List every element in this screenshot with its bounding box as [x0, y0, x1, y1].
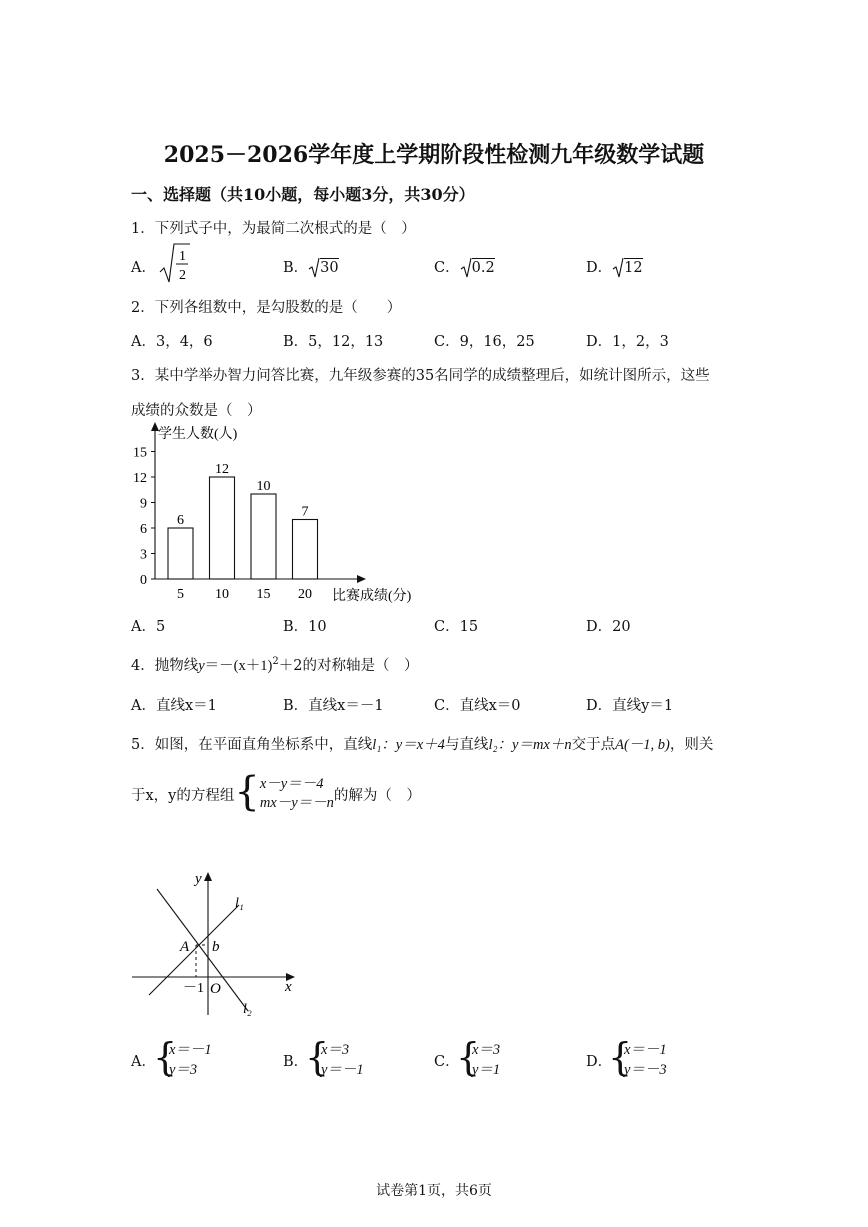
q5-equation-1: x－y＝－4	[259, 776, 324, 792]
radical-sign-icon	[308, 257, 320, 279]
fig-x-label: x	[285, 979, 292, 995]
q5-option-a-system	[169, 1040, 212, 1080]
question-2-stem: 2．下列各组数中，是勾股数的是（ ）	[131, 300, 402, 316]
section-heading: 一、选择题（共10小题，每小题3分，共30分）	[131, 185, 475, 204]
bar-value-label: 12	[215, 462, 229, 477]
q1-a-denominator: 2	[179, 268, 186, 283]
q4-expr-mid: ＝－(x＋1)	[204, 658, 273, 674]
q5-text-4: ，则关	[669, 737, 714, 753]
y-tick-label: 15	[133, 445, 147, 461]
y-tick-label: 3	[140, 547, 147, 563]
q2-option-b: B．5，12，13	[283, 334, 384, 350]
question-1-stem: 1．下列式子中，为最简二次根式的是（ ）	[131, 221, 416, 237]
q5-text-1: 5．如图，在平面直角坐标系中，直线	[131, 737, 373, 753]
q1-option-a	[131, 248, 186, 283]
q4-expr-exponent: 2	[272, 656, 279, 668]
q5-option-c-eq2: y＝1	[472, 1062, 501, 1078]
q4-option-a: A．直线x＝1	[131, 698, 217, 714]
q5-coordinate-figure	[125, 865, 305, 1023]
y-tick-label: 12	[133, 471, 147, 486]
bar-10	[210, 477, 235, 579]
q5-equation-system	[260, 775, 334, 813]
page-title: 2025－2026学年度上学期阶段性检测九年级数学试题	[163, 142, 705, 168]
bar-value-label: 7	[301, 504, 309, 520]
fig-b-label: b	[212, 939, 220, 955]
q5-option-c	[434, 1035, 501, 1079]
left-brace-icon: {	[234, 769, 260, 815]
q1-b-radicand: 30	[320, 260, 339, 276]
q5-text-3: 交于点	[571, 737, 616, 753]
q5-option-d-eq2: y＝－3	[624, 1062, 667, 1078]
x-axis-label: 比赛成绩(分)	[332, 589, 412, 604]
q5-option-b	[283, 1035, 364, 1079]
q1-option-c-label: C．	[434, 260, 460, 276]
left-brace-icon: {	[305, 1035, 330, 1079]
question-5-stem-line-1	[131, 733, 713, 754]
y-tick-label: 9	[140, 496, 147, 512]
x-tick-label: 20	[298, 587, 312, 602]
q5-option-a	[131, 1035, 212, 1079]
bar-5	[168, 528, 193, 579]
q5-option-a-eq1: x＝－1	[169, 1042, 212, 1058]
bar-value-label: 10	[256, 479, 271, 494]
q3-option-a: A．5	[131, 619, 166, 635]
fig-minus-one-label: －1	[183, 981, 204, 996]
q1-a-numerator: 1	[179, 249, 186, 264]
q5-option-d-eq1: x＝－1	[624, 1042, 667, 1058]
x-axis-arrow-icon	[357, 575, 366, 583]
q1-option-d	[586, 256, 643, 277]
q1-d-radicand: 12	[624, 260, 643, 276]
bar-20	[293, 520, 318, 580]
x-tick-label: 10	[215, 587, 229, 602]
q2-option-d: D．1，2，3	[586, 334, 669, 350]
q5-text-5: 于x，y的方程组	[131, 788, 235, 804]
q1-c-radicand: 0.2	[471, 260, 495, 276]
left-brace-icon: {	[456, 1035, 481, 1079]
q4-prefix: 4．抛物线	[131, 658, 199, 674]
q4-expr-y: y	[198, 658, 205, 674]
q5-option-a-label: A．	[131, 1054, 156, 1070]
q1-option-d-label: D．	[586, 260, 613, 276]
q5-option-a-eq2: y＝3	[169, 1062, 198, 1078]
q1-option-b-label: B．	[283, 260, 309, 276]
q3-option-d: D．20	[586, 619, 631, 635]
q1-option-a-radical	[159, 242, 191, 284]
page-footer: 试卷第1页，共6页	[376, 1183, 492, 1199]
q5-option-d-label: D．	[586, 1054, 613, 1070]
radical-sign-icon	[460, 257, 472, 279]
question-4-stem	[131, 654, 418, 675]
left-brace-icon: {	[153, 1035, 178, 1079]
question-3-stem-line-2: 成绩的众数是（ ）	[131, 403, 262, 419]
q5-l1-expression: l₁：y＝x＋4	[372, 737, 445, 753]
fig-point-a-label: A	[180, 939, 190, 955]
q5-option-d	[586, 1035, 667, 1079]
q5-option-c-label: C．	[434, 1054, 460, 1070]
fig-origin-label: O	[210, 981, 221, 997]
q5-option-b-eq1: x＝3	[321, 1042, 350, 1058]
q2-option-c: C．9，16，25	[434, 334, 535, 350]
q3-option-b: B．10	[283, 619, 327, 635]
q1-option-c	[434, 256, 495, 277]
y-axis-label: 学生人数(人)	[158, 427, 238, 442]
bar-15	[251, 494, 276, 579]
q3-option-c: C．15	[434, 619, 479, 635]
q5-equation-2: mx－y＝－n	[259, 795, 334, 811]
question-5-stem-line-2	[131, 769, 421, 818]
y-tick-label: 6	[140, 522, 147, 537]
question-3-stem-line-1: 3．某中学举办智力问答比赛，九年级参赛的35名同学的成绩整理后，如统计图所示，这些	[131, 368, 710, 384]
x-tick-label: 5	[177, 587, 184, 602]
q4-option-c: C．直线x＝0	[434, 698, 521, 714]
x-tick-label: 15	[256, 587, 271, 602]
q1-option-a-label: A．	[131, 260, 156, 276]
radical-sign-icon	[612, 257, 624, 279]
left-brace-icon: {	[608, 1035, 633, 1079]
fig-l2-label: l₂	[243, 1002, 252, 1017]
bar-value-label: 6	[177, 513, 184, 528]
q5-text-2: 与直线	[444, 737, 489, 753]
q2-option-a: A．3，4，6	[131, 334, 213, 350]
q5-option-b-label: B．	[283, 1054, 309, 1070]
q5-l2-expression: l₂：y＝mx＋n	[488, 737, 572, 753]
q5-text-6: 的解为（ ）	[333, 788, 421, 804]
q4-expr-tail: ＋2	[278, 658, 303, 674]
q5-option-d-system	[624, 1040, 667, 1080]
fig-y-arrow-icon	[204, 872, 212, 881]
q5-option-b-eq2: y＝－1	[321, 1062, 364, 1078]
q5-option-c-eq1: x＝3	[472, 1042, 501, 1058]
q5-option-b-system	[321, 1040, 364, 1080]
y-tick-label: 0	[140, 573, 147, 588]
fig-y-label: y	[195, 871, 202, 887]
q4-suffix: 的对称轴是（ ）	[302, 658, 419, 674]
bar-chart	[110, 420, 450, 610]
q4-option-d: D．直线y＝1	[586, 698, 674, 714]
q4-option-b: B．直线x＝－1	[283, 698, 384, 714]
fig-l1-label: l₁	[235, 896, 244, 911]
q1-option-b	[283, 256, 339, 277]
q5-option-c-system	[472, 1040, 500, 1080]
q5-point-a: A(－1, b)	[615, 737, 670, 753]
